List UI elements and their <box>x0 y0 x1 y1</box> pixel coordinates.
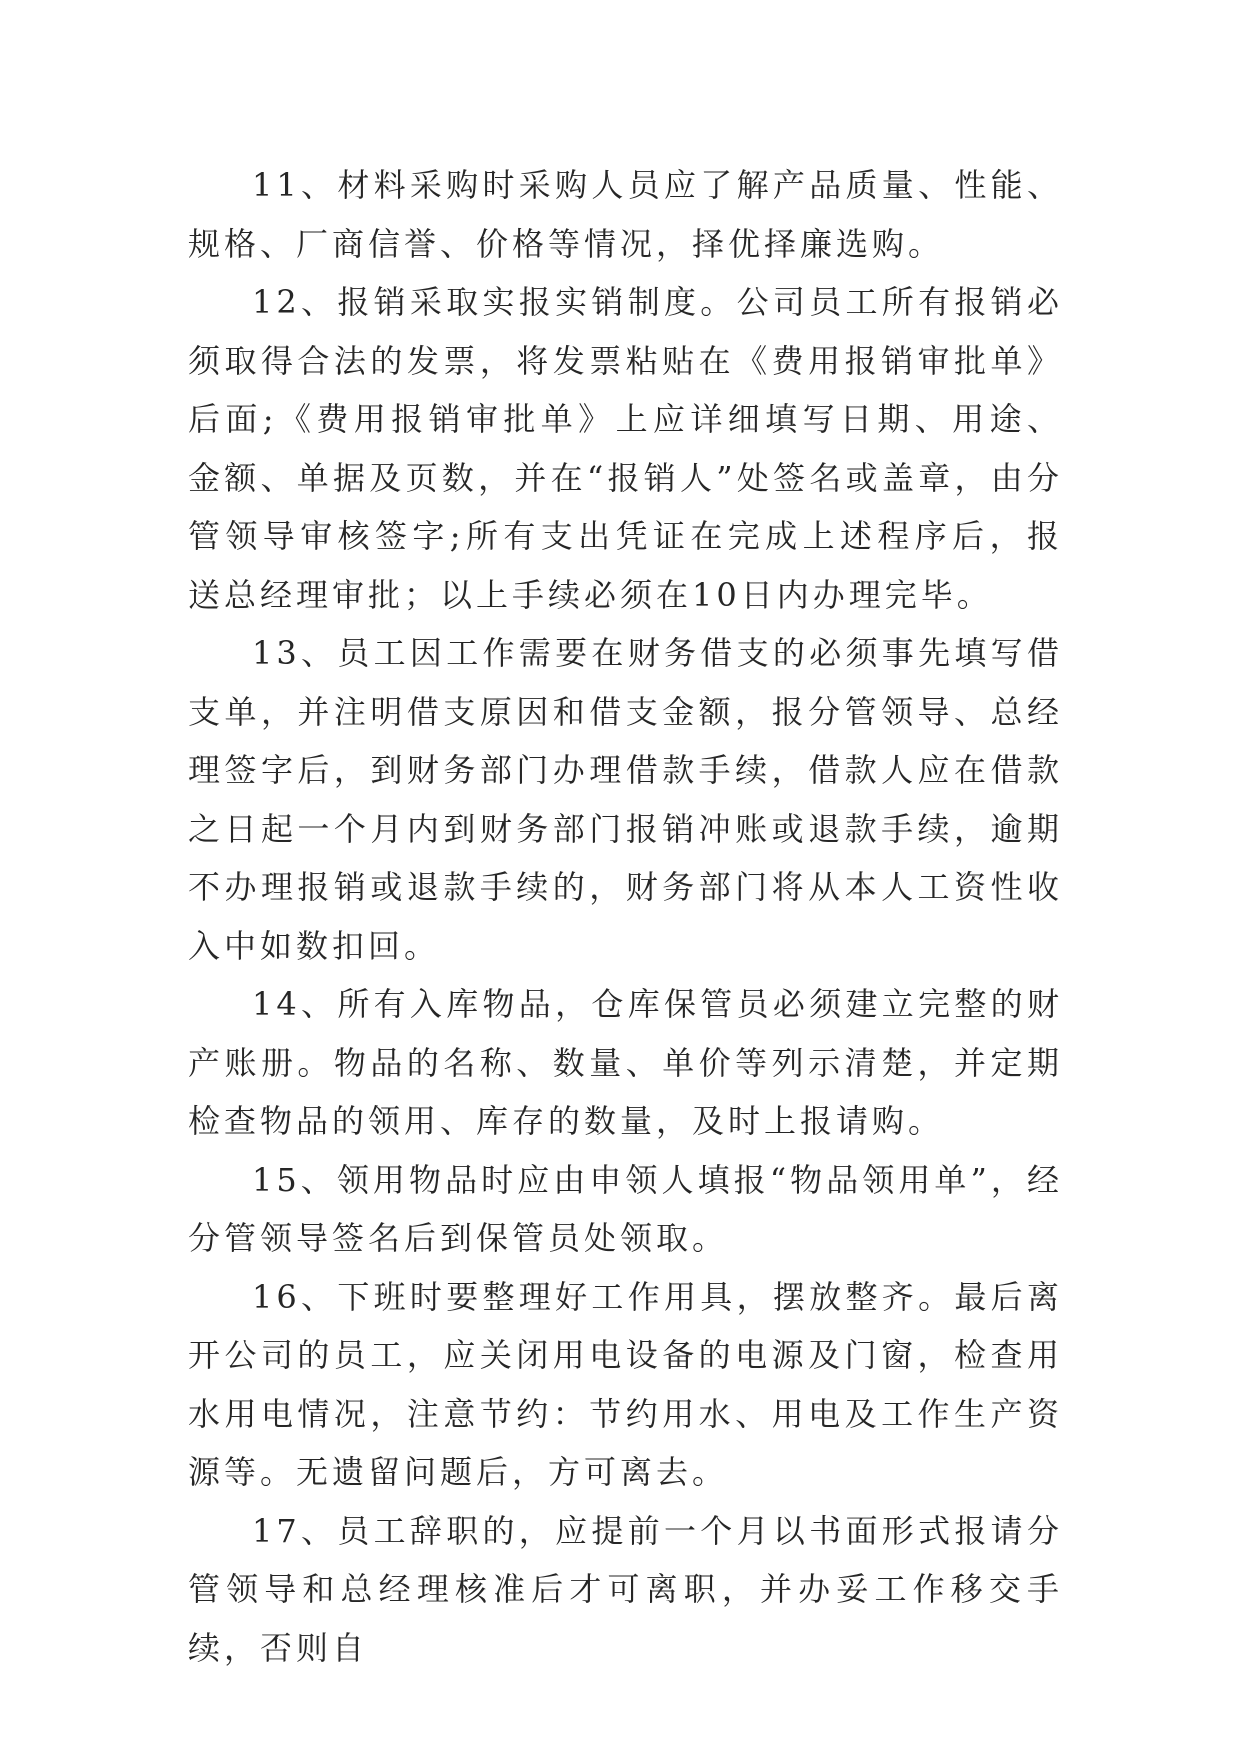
document-body <box>188 156 1063 1677</box>
paragraph-11: 11、材料采购时采购人员应了解产品质量、性能、规格、厂商信誉、价格等情况，择优择廉选购。 <box>188 166 1063 263</box>
paragraph-14: 14、所有入库物品，仓库保管员必须建立完整的财产账册。物品的名称、数量、单价等列示清楚，并定期检查物品的领用、库存的数量，及时上报请购。 <box>188 985 1063 1140</box>
paragraph-12: 12、报销采取实报实销制度。公司员工所有报销必须取得合法的发票，将发票粘贴在《费用报销审批单》后面;《费用报销审批单》上应详细填写日期、用途、金额、单据及页数，并在“报销人”处签名或盖章，由分管领导审核签字;所有支出凭证在完成上述程序后，报送总经理审批；以上手续必须在10日内办理完毕。 <box>188 283 1063 614</box>
paragraph-15: 15、领用物品时应由申领人填报“物品领用单”，经分管领导签名后到保管员处领取。 <box>188 1160 1063 1257</box>
paragraph-17: 17、员工辞职的，应提前一个月以书面形式报请分管领导和总经理核准后才可离职，并办妥工作移交手续，否则自 <box>188 1511 1063 1667</box>
paragraph-13: 13、员工因工作需要在财务借支的必须事先填写借支单，并注明借支原因和借支金额，报分管领导、总经理签字后，到财务部门办理借款手续，借款人应在借款之日起一个月内到财务部门报销冲账或退款手续，逾期不办理报销或退款手续的，财务部门将从本人工资性收入中如数扣回。 <box>188 634 1063 965</box>
paragraph-16: 16、下班时要整理好工作用具，摆放整齐。最后离开公司的员工，应关闭用电设备的电源及门窗，检查用水用电情况，注意节约：节约用水、用电及工作生产资源等。无遗留问题后，方可离去。 <box>188 1277 1063 1491</box>
